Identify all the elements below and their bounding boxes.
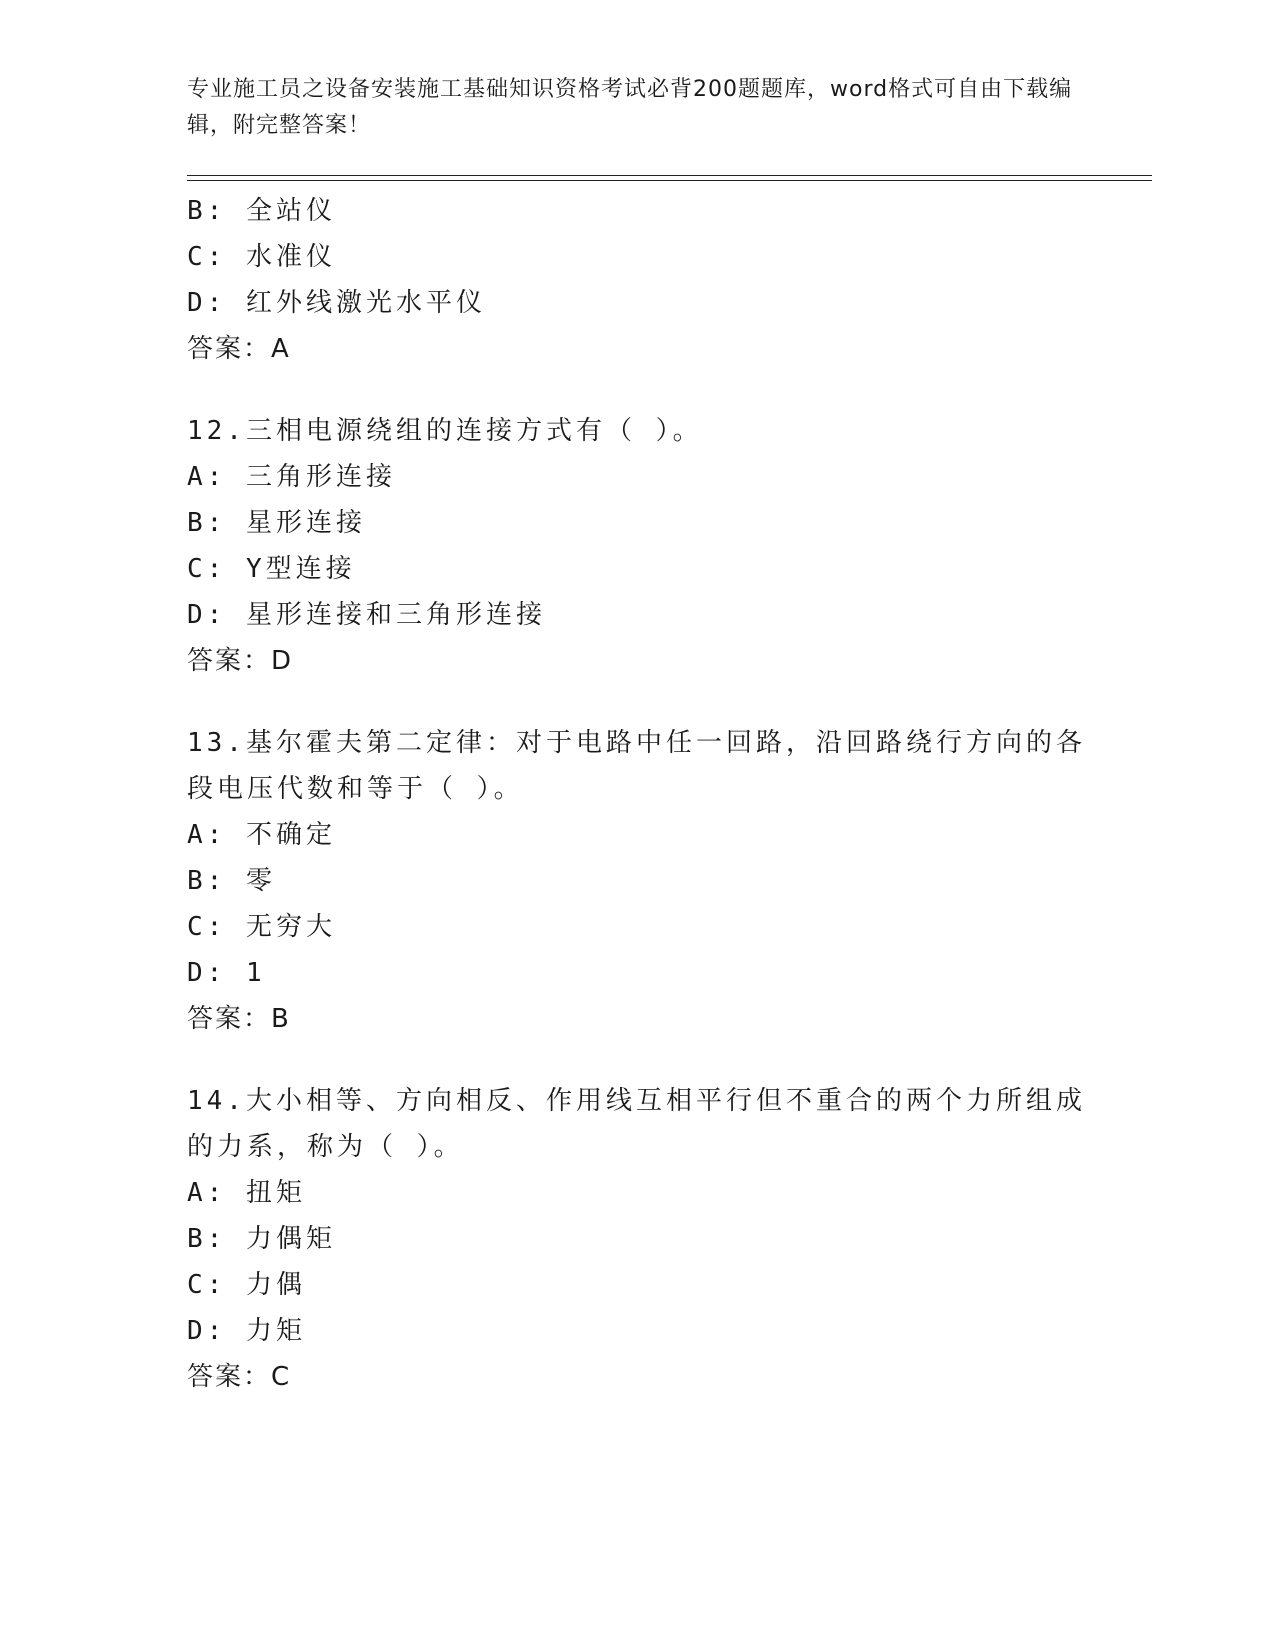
option-c: C: Y型连接 xyxy=(187,554,356,584)
option-d: D: 力矩 xyxy=(187,1316,306,1346)
question-12 xyxy=(187,408,1087,684)
option-b: B: 零 xyxy=(187,866,276,896)
question-list xyxy=(187,188,1087,1400)
question-stem: 13.基尔霍夫第二定律：对于电路中任一回路，沿回路绕行方向的各段电压代数和等于（ ）。 xyxy=(187,728,1086,804)
answer: 答案：A xyxy=(187,334,291,364)
option-a: A: 不确定 xyxy=(187,820,336,850)
option-d: D: 1 xyxy=(187,958,266,988)
option-b: B: 全站仪 xyxy=(187,196,336,226)
option-a: A: 扭矩 xyxy=(187,1178,306,1208)
option-c: C: 无穷大 xyxy=(187,912,336,942)
option-c: C: 力偶 xyxy=(187,1270,306,1300)
answer: 答案：B xyxy=(187,1004,291,1034)
option-b: B: 力偶矩 xyxy=(187,1224,336,1254)
question-11-continued xyxy=(187,188,1087,372)
question-14 xyxy=(187,1078,1087,1400)
header-divider-bottom xyxy=(187,180,1152,181)
option-b: B: 星形连接 xyxy=(187,508,366,538)
option-a: A: 三角形连接 xyxy=(187,462,396,492)
question-stem: 14.大小相等、方向相反、作用线互相平行但不重合的两个力所组成的力系，称为（ ）。 xyxy=(187,1086,1086,1162)
option-d: D: 红外线激光水平仪 xyxy=(187,288,486,318)
answer: 答案：D xyxy=(187,646,294,676)
header-divider-top xyxy=(187,175,1152,176)
document-header: 专业施工员之设备安装施工基础知识资格考试必背200题题库，word格式可自由下载编辑，附完整答案！ xyxy=(187,77,1073,138)
question-stem: 12.三相电源绕组的连接方式有（ ）。 xyxy=(187,416,703,446)
answer: 答案：C xyxy=(187,1362,292,1392)
option-d: D: 星形连接和三角形连接 xyxy=(187,600,546,630)
option-c: C: 水准仪 xyxy=(187,242,336,272)
question-13 xyxy=(187,720,1087,1042)
